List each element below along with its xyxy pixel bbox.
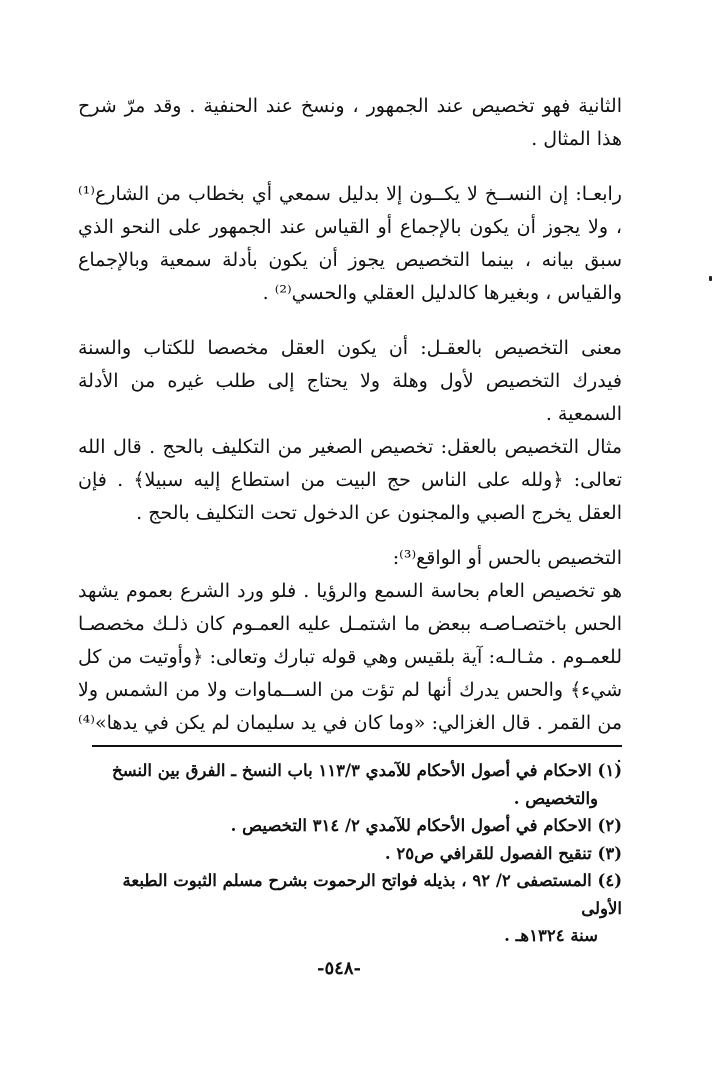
paragraph: رابعـا: إن النســخ لا يكــون إلا بدليل سمعي أي بخطاب من الشارع⁽¹⁾ ، ولا يجوز أن يكون بالإجماع أو القياس عند الجمهور على النحو الذي سبق بيانه ، بينما التخصيص يجوز أن يكون بأدلة سمعية وبالإجماع والقياس ، وبغيرها كالدليل العقلي والحسي⁽²⁾ . [78,183,622,304]
section-heading: التخصيص بالحس أو الواقع⁽³⁾: [392,547,622,569]
footnote: (١) الاحكام في أصول الأحكام للآمدي ١١٣/٣ باب النسخ ـ الفرق بين النسخ [112,761,622,780]
paragraph: هو تخصيص العام بحاسة السمع والرؤيا . فلو ورد الشرع بعموم يشهد الحس باختصـاصـه ببعض ما اشتمـل عليه العمـوم كان ذلـك مخصصـا للعمـوم . مثـالـه: آية بلقيس وهي قوله تبارك وتعالى: ﴿وأوتيت من كل شيء﴾ والحس يدرك أنها لم تؤت من الســماوات ولا من الشمس ولا من القمر . قال الغزالي: «وما كان في يد سليمان لم يكن في يدها»⁽⁴⁾ . [78,580,622,767]
footnote: (٣) تنقيح الفصول للقرافي ص٢٥ . [384,843,622,863]
footnotes [87,757,622,950]
paragraph: معنى التخصيص بالعقـل: أن يكون العقل مخصصا للكتاب والسنة فيدرك التخصيص لأول وهلة ولا يحتاج إلى طلب غيره من الأدلة السمعية . [78,337,622,425]
main-text [78,90,622,773]
footnote: (٢) الاحكام في أصول الأحكام للآمدي ٢/ ٣١٤ التخصيص . [230,816,622,835]
footnote-separator [92,745,622,747]
scan-mark [709,276,712,281]
paragraph: مثال التخصيص بالعقل: تخصيص الصغير من التكليف بالحج . قال الله تعالى: ﴿ولله على الناس حج البيت من استطاع إليه سبيلا﴾ . فإن العقل يخرج الصبي والمجنون عن الدخول تحت التكليف بالحج . [78,436,622,524]
footnote-continuation: والتخصيص . [513,788,598,808]
footnote-continuation: سنة ١٣٢٤هـ . [504,926,598,945]
paragraph: الثانية فهو تخصيص عند الجمهور ، ونسخ عند الحنفية . وقد مرّ شرح هذا المثال . [78,95,622,150]
page-number: -٥٤٨- [317,958,361,979]
footnote: (٤) المستصفى ٢/ ٩٢ ، بذيله فواتح الرحموت بشرح مسلم الثبوت الطبعة الأولى [122,871,622,918]
